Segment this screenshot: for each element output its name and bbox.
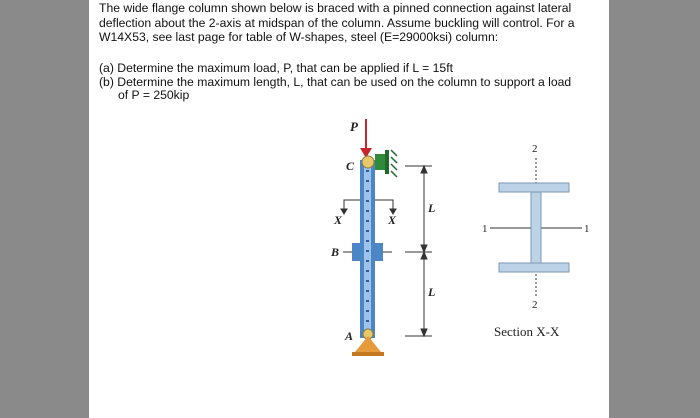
problem-line-1: The wide flange column shown below is braced with a pinned connection against lateral: [99, 1, 572, 15]
load-arrow: [360, 119, 372, 158]
section-caption: Section X-X: [494, 324, 560, 339]
length-lower-label: L: [428, 285, 436, 299]
axis-1-right-label: 1: [584, 223, 590, 235]
axis-2-top-label: 2: [532, 143, 538, 155]
problem-line-2: deflection about the 2-axis at midspan of the column. Assume buckling will control. For a: [99, 15, 575, 30]
section-cut-left-label: X: [334, 213, 343, 227]
base-label: A: [345, 329, 354, 343]
top-support-label: C: [346, 159, 355, 173]
length-dimension: [405, 166, 432, 336]
mid-brace-label: B: [331, 245, 340, 259]
problem-line-3: W14X53, see last page for table of W-shapes, steel (E=29000ksi) column:: [99, 30, 499, 45]
length-upper-label: L: [428, 201, 436, 215]
wide-flange-section: [490, 158, 582, 298]
part-a: (a) Determine the maximum load, P, that can be applied if L = 15ft: [99, 61, 453, 75]
load-label: P: [350, 119, 358, 134]
axis-1-left-label: 1: [482, 223, 488, 235]
base-support: [352, 329, 384, 356]
axis-2-bottom-label: 2: [532, 299, 538, 311]
part-b-continued: of P = 250kip: [118, 88, 190, 103]
section-cut-right-label: X: [388, 213, 397, 227]
part-b: (b) Determine the maximum length, L, that can be used on the column to support a load: [99, 74, 572, 89]
